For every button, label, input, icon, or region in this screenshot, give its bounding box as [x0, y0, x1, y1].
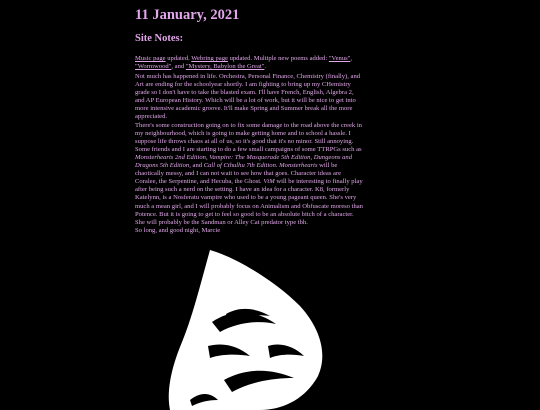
- venus-poem-link[interactable]: "Venus": [328, 55, 351, 62]
- ttrpg-text-2: and: [190, 162, 204, 170]
- webring-page-link[interactable]: Webring page: [191, 55, 228, 62]
- paragraph-ttrpg: [135, 146, 363, 227]
- updates-text-1: updated.: [165, 55, 192, 62]
- post-date: 11 January, 2021: [135, 7, 240, 23]
- ttrpg-text-4: will be interesting to finally play after being such a nerd on the setting. I have an idea for a character. K8, formerly Katelynn, is a Nosferatu vampire who used to be a young pageant queen. She's very much a mean girl, and I will probably focus on Animalism and Obfuscate moreso than Potence. But it is going to get to feel so good to be an absolute bitch of a character. She will probably be the Sandman or Alley Cat predator type tbh.: [135, 178, 363, 226]
- ttrpg-text-3: will be chaotically messy, and I can not wait to see how that goes. Character ideas are Coralee, the Serpentine, and Hecuba, the Ghost.: [135, 162, 342, 186]
- ttrpg-titles-2: Call of Cthulhu 7th Edition. Monsterhearts: [203, 162, 318, 170]
- updates-text-2: updated. Multiple new poems added:: [227, 55, 329, 62]
- paragraph-construction: There's some construction going on to fix some damage to the road above the creek in my neighbourhood, which is going to make getting home and to school a hassle. I suppose life throws chaos at all of us, so it's good that it's no minor. Still annoying.: [135, 121, 362, 145]
- music-page-link[interactable]: Music page: [135, 55, 166, 62]
- mystery-poem-link[interactable]: "Mystery, Babylon the Great": [185, 63, 265, 71]
- post-body: [135, 73, 363, 235]
- ttrpg-vtm: VtM: [263, 178, 275, 186]
- updates-text-3: ,: [350, 55, 352, 62]
- updates-text-4: , and: [171, 63, 186, 71]
- theatre-mask-icon: [160, 250, 328, 410]
- site-updates: [135, 55, 363, 71]
- wormwood-poem-link[interactable]: "Wormwood": [135, 63, 172, 71]
- section-title: Site Notes:: [135, 33, 184, 44]
- ttrpg-text-1: Some friends and I are starting to do a few small campaigns of some TTRPGs such as: [135, 145, 362, 153]
- updates-text-5: .: [264, 63, 267, 71]
- ttrpg-titles-1: Monsterhearts 2nd Edition, Vampire: The Masquerade 5th Edition, Dungeons and Dragons 5th Edition,: [135, 153, 353, 170]
- sign-off: So long, and good night, Marcie: [135, 226, 221, 234]
- paragraph-life: Not much has happened in life. Orchestra, Personal Finance, Chemistry (finally), and Art are ending for the schoolyear shortly. I am fighting to bring up my CHemistry grade so I don't have to take the blasted exam. I'll have French, English, Algebra 2, and AP European History. Which will be a lot of work, but it will be nice to get into more intensive academic groove. It'll make Spring and Summer break all the more appreciated.: [135, 73, 361, 121]
